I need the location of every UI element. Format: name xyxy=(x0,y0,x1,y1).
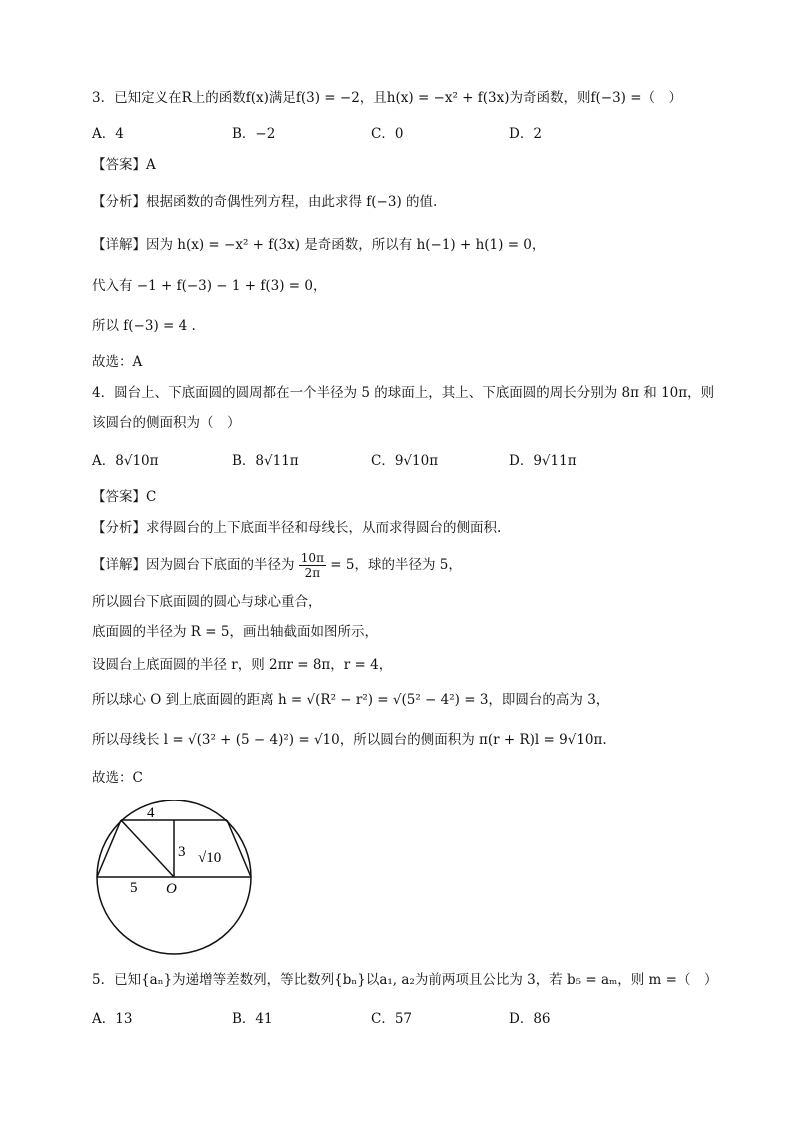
label-center-o: O xyxy=(166,881,177,897)
q5-option-c: C．57 xyxy=(371,1011,413,1027)
q3-choice: 故选：A xyxy=(92,354,143,370)
axial-section-figure xyxy=(90,800,260,958)
q3-option-d: D．2 xyxy=(509,126,542,142)
q4-analysis xyxy=(92,518,501,538)
fraction-denominator: 2π xyxy=(304,566,321,580)
analysis-tag: 【分析】 xyxy=(92,194,146,210)
radius-to-top-line xyxy=(121,820,174,877)
right-slant-line xyxy=(227,820,251,877)
q4-answer xyxy=(92,487,156,507)
detail-text-a: 因为圆台下底面的半径为 xyxy=(146,557,295,573)
q3-answer xyxy=(92,155,156,175)
q4-detail-6: 所以母线长 l = √(3² + (5 − 4)²) = √10，所以圆台的侧面积为 π(r + R)l = 9√10π. xyxy=(92,732,607,748)
detail-tag: 【详解】 xyxy=(92,237,146,253)
q3-detail-2: 代入有 −1 + f(−3) − 1 + f(3) = 0， xyxy=(92,278,327,294)
analysis-text: 求得圆台的上下底面半径和母线长，从而求得圆台的侧面积. xyxy=(146,520,502,536)
q4-option-b: B．8√11π xyxy=(232,453,299,469)
q4-stem-1: 4．圆台上、下底面圆的圆周都在一个半径为 5 的球面上，其上、下底面圆的周长分别为 8π 和 10π，则 xyxy=(92,385,715,401)
fraction xyxy=(299,551,326,580)
q4-stem-2: 该圆台的侧面积为（ ） xyxy=(92,415,241,431)
q4-detail-3: 底面圆的半径为 R = 5，画出轴截面如图所示， xyxy=(92,624,378,640)
q3-detail-3: 所以 f(−3) = 4 . xyxy=(92,318,196,334)
q4-option-c: C．9√10π xyxy=(371,453,439,469)
detail-text-b: = 5，球的半径为 5， xyxy=(330,557,462,573)
q4-detail-2: 所以圆台下底面圆的圆心与球心重合， xyxy=(92,594,322,610)
q5-stem: 5．已知{aₙ}为递增等差数列，等比数列{bₙ}以a₁, a₂为前两项且公比为 3，若 b₅ = aₘ，则 m =（ ） xyxy=(92,972,718,988)
q3-analysis xyxy=(92,192,437,212)
q5-option-d: D．86 xyxy=(509,1011,551,1027)
label-top-radius: 4 xyxy=(147,805,155,821)
q3-options xyxy=(92,124,732,144)
q5-option-b: B．41 xyxy=(232,1011,273,1027)
q4-options xyxy=(92,451,732,471)
q3-option-c: C．0 xyxy=(371,126,404,142)
q4-detail-4: 设圆台上底面圆的半径 r，则 2πr = 8π，r = 4， xyxy=(92,657,393,673)
q3-option-b: B．−2 xyxy=(232,126,276,142)
q4-option-a: A．8√10π xyxy=(92,453,159,469)
answer-value: A xyxy=(146,157,156,173)
analysis-tag: 【分析】 xyxy=(92,520,146,536)
detail-text: 因为 h(x) = −x² + f(3x) 是奇函数，所以有 h(−1) + h(1) = 0， xyxy=(146,237,546,253)
label-height: 3 xyxy=(178,844,186,860)
answer-tag: 【答案】 xyxy=(92,489,146,505)
q4-detail-5: 所以球心 O 到上底面圆的距离 h = √(R² − r²) = √(5² − 4²) = 3，即圆台的高为 3， xyxy=(92,692,610,708)
fraction-numerator: 10π xyxy=(300,551,324,565)
answer-value: C xyxy=(146,489,157,505)
q5-options xyxy=(92,1009,732,1029)
analysis-text: 根据函数的奇偶性列方程，由此求得 f(−3) 的值. xyxy=(146,194,438,210)
q3-detail-1 xyxy=(92,235,545,255)
q4-choice: 故选：C xyxy=(92,770,143,786)
label-base-radius: 5 xyxy=(130,880,138,896)
label-slant: √10 xyxy=(198,850,222,866)
answer-tag: 【答案】 xyxy=(92,157,146,173)
detail-tag: 【详解】 xyxy=(92,557,146,573)
left-slant-line xyxy=(97,820,121,877)
q4-option-d: D．9√11π xyxy=(509,453,577,469)
q4-detail-1 xyxy=(92,547,462,583)
q5-option-a: A．13 xyxy=(92,1011,133,1027)
q3-option-a: A．4 xyxy=(92,126,124,142)
q3-stem: 3．已知定义在R上的函数f(x)满足f(3) = −2，且h(x) = −x² + f(3x)为奇函数，则f(−3) =（ ） xyxy=(92,90,683,106)
